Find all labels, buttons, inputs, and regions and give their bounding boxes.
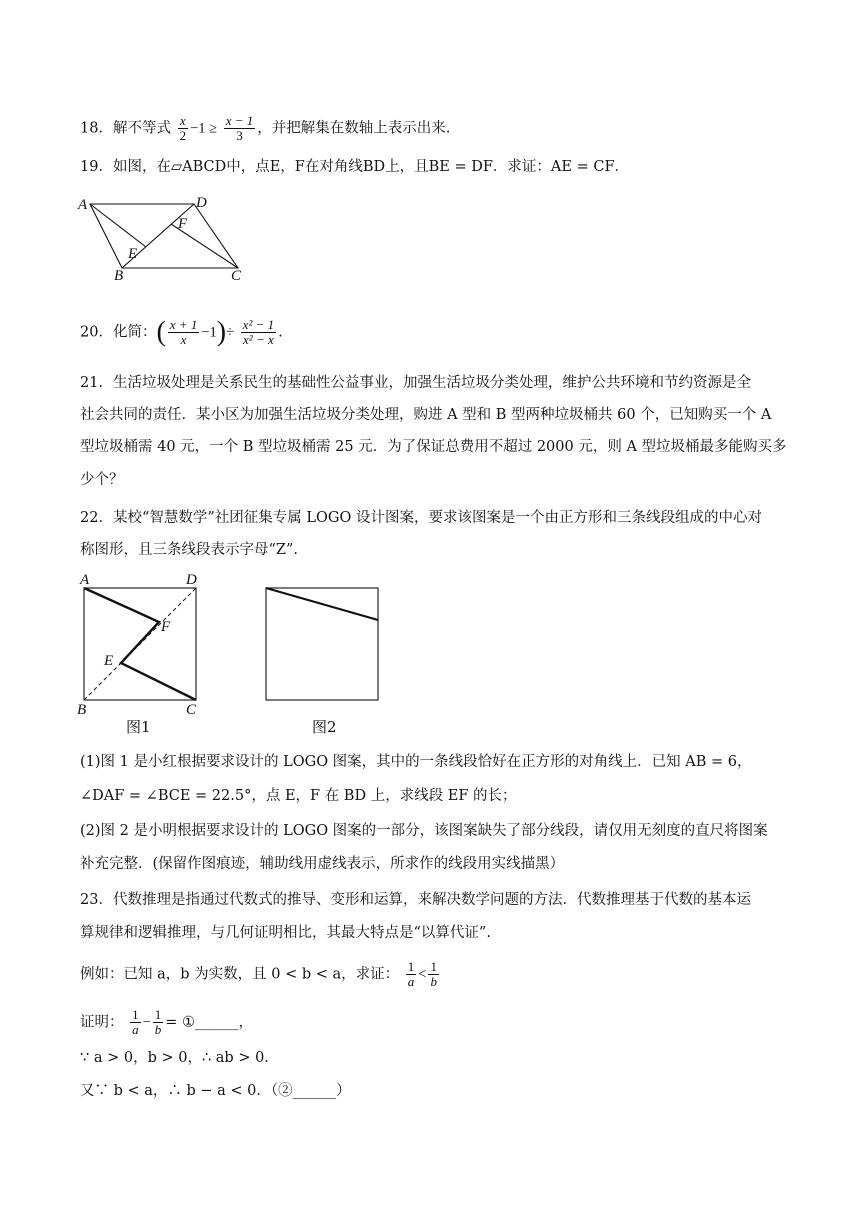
q20-minus1: −1	[201, 324, 217, 341]
q23-pf-f1-num: 1	[132, 1007, 139, 1022]
q23-pf-f1-den: a	[132, 1022, 139, 1037]
q20-fraction-1	[168, 318, 200, 347]
q23-example-line	[80, 960, 441, 989]
q18-text-pre: 解不等式	[112, 120, 171, 137]
parallelogram-abcd	[90, 204, 238, 268]
fig1-caption: 图1	[126, 718, 151, 736]
q23-ex-lt: <	[418, 966, 427, 983]
label-a: A	[78, 197, 88, 213]
fig2-caption: 图2	[312, 718, 337, 736]
q23-ex-f1-num: 1	[407, 959, 415, 974]
q23-line-4: 又∵ b < a，∴ b − a < 0．（②______）	[80, 1083, 351, 1099]
q18-line	[80, 114, 450, 143]
q18-fraction-1	[178, 114, 189, 143]
q23-pf-blank-1: = ①______，	[165, 1014, 254, 1031]
q18-text-post: ，并把解集在数轴上表示出来.	[257, 120, 451, 137]
q23-pf-minus: −	[142, 1014, 151, 1031]
q18-f2-den: 3	[236, 128, 243, 143]
q23-pf-fraction-2	[153, 1008, 164, 1037]
q19-parallelogram-figure	[76, 190, 256, 282]
q20-f2-num: x² − 1	[242, 317, 275, 332]
q23-ex-f2-num: 1	[430, 959, 437, 974]
q20-div: ÷	[226, 324, 235, 341]
label-e: E	[128, 246, 138, 262]
q18-f1-num: x	[178, 114, 189, 129]
q20-post: .	[278, 324, 283, 341]
q20-f1-den: x	[180, 332, 187, 347]
q23-pf-f2-den: b	[154, 1022, 162, 1037]
q20-number: 20．	[80, 324, 113, 341]
q22-part2-line-2: 补充完整．(保留作图痕迹，辅助线用虚线表示，所求作的线段用实线描黑）	[80, 856, 565, 872]
q20-text-pre: 化简：	[112, 324, 157, 341]
q22-part1-line-1: (1)图 1 是小红根据要求设计的 LOGO 图案，其中的一条线段恰好在正方形的对角线上．已知 AB = 6，	[80, 754, 752, 770]
q22-part1-line-2: ∠DAF = ∠BCE = 22.5°，点 E，F 在 BD 上，求线段 EF 的长；	[80, 788, 517, 804]
q19-text: 19．如图，在▱ABCD中，点E，F在对角线BD上，且BE = DF．求证：AE = CF．	[80, 159, 630, 175]
q22-part2-line-1: (2)图 2 是小明根据要求设计的 LOGO 图案的一部分，该图案缺失了部分线段，请仅用无刻度的直尺将图案	[80, 823, 768, 839]
q22-line-1: 22．某校“智慧数学”社团征集专属 LOGO 设计图案，要求该图案是一个由正方形和三条线段组成的中心对	[80, 510, 762, 526]
q18-fraction-2	[224, 114, 256, 143]
q20-f2-den: x² − x	[243, 332, 274, 347]
label-a: A	[80, 572, 90, 588]
q21-line-1: 21．生活垃圾处理是关系民生的基础性公益事业，加强生活垃圾分类处理，维护公共环境和节约资源是全	[80, 375, 751, 391]
q20-line: 20．化简：( $\frac{x + 1}{x}$ −1)÷ $\frac{\text{x² − 1}}{\text{x² − x}}$ .	[80, 316, 283, 348]
q23-line-1: 23．代数推理是指通过代数式的推导、变形和运算，来解决数学问题的方法．代数推理基于代数的基本运	[80, 892, 751, 908]
q18-f2-num: x − 1	[225, 113, 254, 128]
q21-line-3: 型垃圾桶需 40 元，一个 B 型垃圾桶需 25 元．为了保证总费用不超过 2000 元，则 A 型垃圾桶最多能购买多	[80, 439, 787, 455]
label-b: B	[77, 702, 87, 716]
q22-figure-1	[72, 568, 212, 716]
label-f: F	[178, 216, 188, 232]
label-f: F	[161, 619, 171, 635]
q20-f1-num: x + 1	[169, 317, 198, 332]
q18-mid: −1 ≥	[190, 120, 218, 137]
q18-number: 18．	[80, 120, 113, 137]
q23-proof-label: 证明：	[80, 1014, 124, 1031]
label-c: C	[186, 702, 197, 716]
q21-line-2: 社会共同的责任．某小区为加强生活垃圾分类处理，购进 A 型和 B 型两种垃圾桶共 60 个，已知购买一个 A	[80, 407, 772, 423]
q22-line-2: 称图形，且三条线段表示字母“Z”.	[80, 542, 299, 558]
q23-ex-fraction-2	[428, 960, 439, 989]
q18-f1-den: 2	[179, 128, 187, 143]
q23-line-2: 算规律和逻辑推理，与几何证明相比，其最大特点是“以算代证”.	[80, 925, 491, 941]
label-d: D	[196, 195, 207, 211]
q23-ex-f2-den: b	[430, 974, 437, 989]
label-c: C	[231, 268, 242, 282]
given-segment	[266, 588, 378, 620]
q23-pf-f2-num: 1	[154, 1007, 162, 1022]
q20-fraction-2	[241, 318, 276, 347]
segment-ae	[90, 204, 146, 247]
q22-figure-2	[260, 582, 386, 702]
q23-line-3: ∵ a > 0，b > 0，∴ ab > 0．	[80, 1050, 279, 1066]
label-d: D	[186, 572, 197, 588]
q23-example-text: 例如：已知 a，b 为实数，且 0 < b < a，求证：	[80, 966, 400, 983]
q23-pf-fraction-1	[130, 1008, 141, 1037]
q21-line-4: 少个？	[80, 472, 124, 488]
label-e: E	[104, 653, 114, 669]
q23-ex-f1-den: a	[407, 974, 415, 989]
q23-ex-fraction-1	[406, 960, 417, 989]
q23-proof-line	[80, 1008, 253, 1037]
label-b: B	[114, 268, 124, 282]
